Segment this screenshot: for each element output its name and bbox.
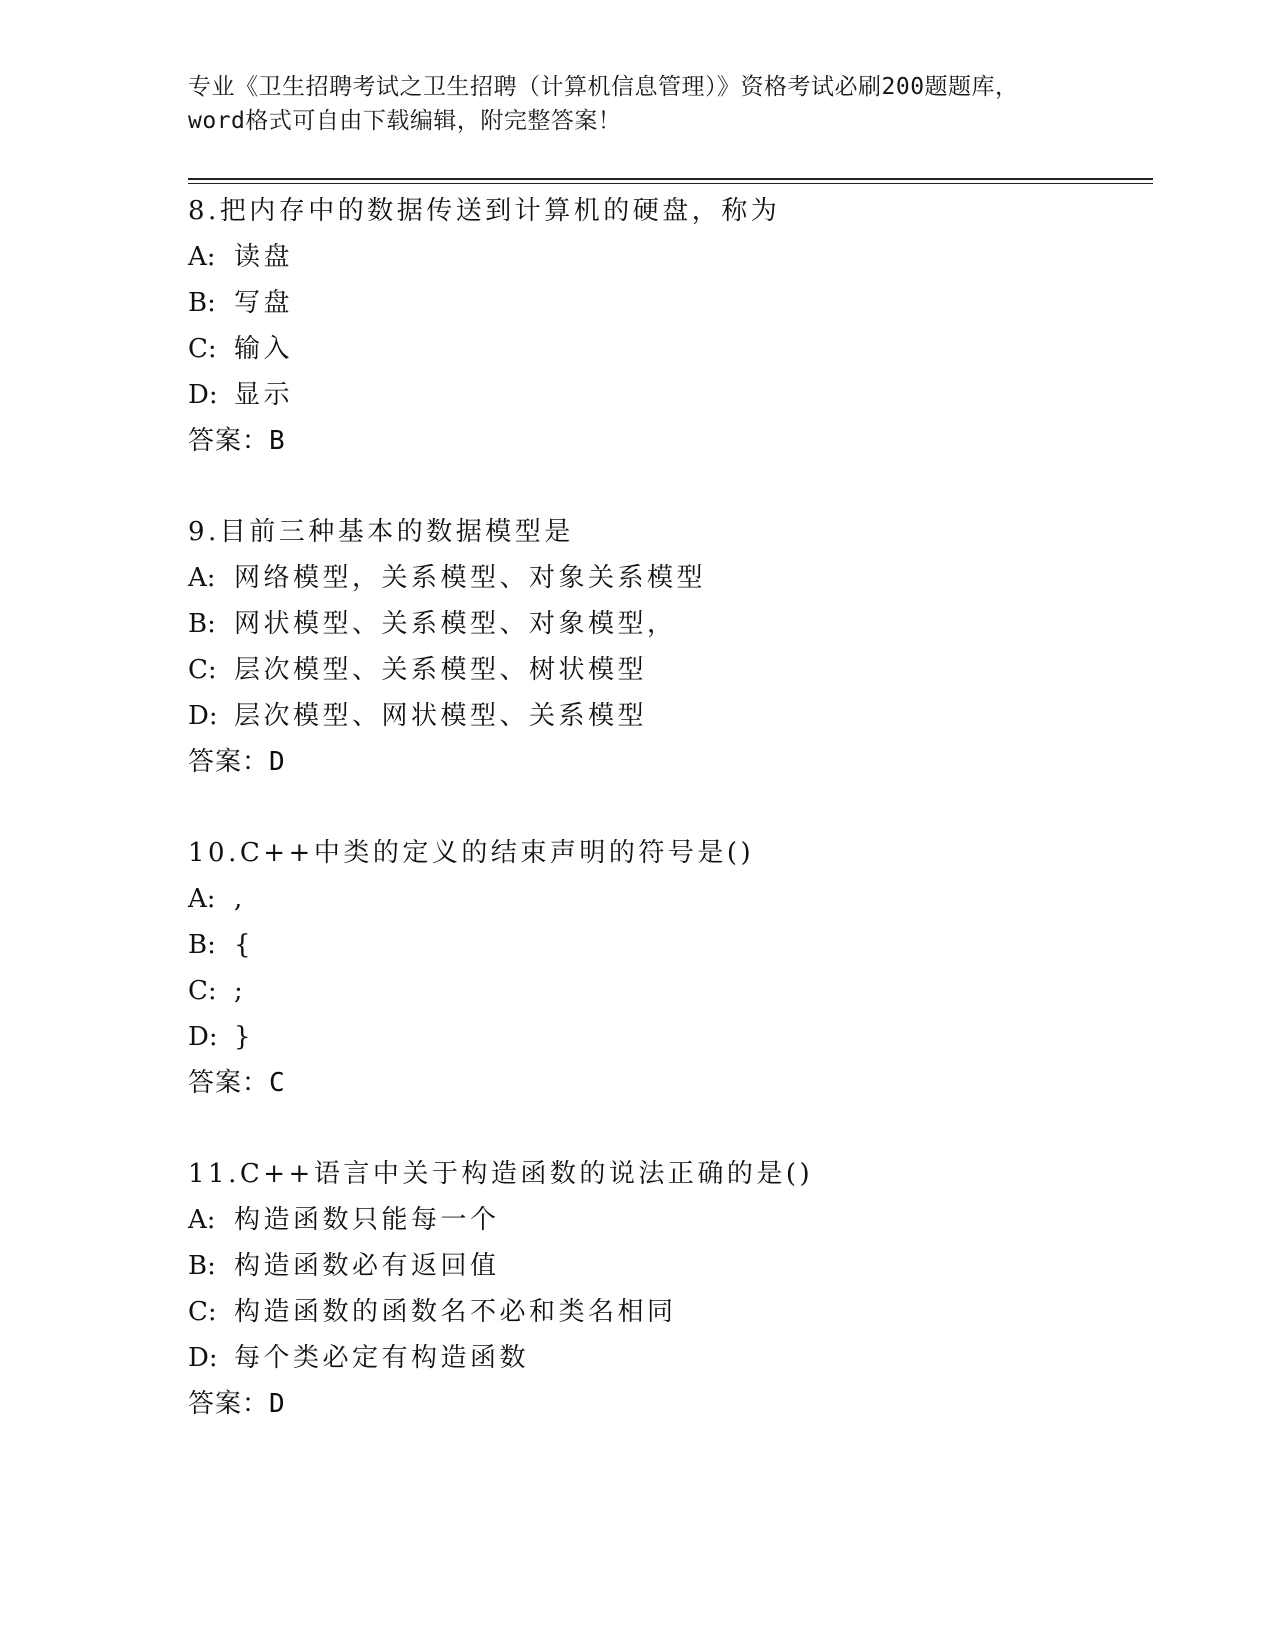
option-b <box>188 922 1148 968</box>
option-a <box>188 1197 1148 1243</box>
option-label: C: <box>188 655 217 685</box>
question-title: 9.目前三种基本的数据模型是 <box>188 517 574 547</box>
answer-text: 答案：D <box>188 747 286 777</box>
question-10 <box>188 830 1148 1106</box>
option-text: 构造函数只能每一个 <box>234 1205 500 1235</box>
question-list <box>188 188 1148 1472</box>
option-text: 层次模型、网状模型、关系模型 <box>234 701 648 731</box>
option-b <box>188 1243 1148 1289</box>
option-c <box>188 968 1148 1014</box>
question-title: 8.把内存中的数据传送到计算机的硬盘，称为 <box>188 196 781 226</box>
header-line-1: 专业《卫生招聘考试之卫生招聘（计算机信息管理）》资格考试必刷200题题库， <box>188 74 1019 100</box>
header-line-2: word格式可自由下载编辑，附完整答案！ <box>188 108 622 134</box>
option-label: C: <box>188 334 217 364</box>
option-text: } <box>234 1022 255 1052</box>
option-label: C: <box>188 1297 217 1327</box>
question-8 <box>188 188 1148 464</box>
option-label: C: <box>188 976 217 1006</box>
option-text: 显示 <box>234 380 294 410</box>
question-9 <box>188 509 1148 785</box>
question-11 <box>188 1151 1148 1427</box>
option-c <box>188 326 1148 372</box>
option-text: 网络模型，关系模型、对象关系模型 <box>234 563 707 593</box>
document-header <box>188 70 1088 138</box>
option-text: 构造函数必有返回值 <box>234 1251 500 1281</box>
option-label: B: <box>188 930 216 960</box>
option-text: 读盘 <box>234 242 294 272</box>
option-a <box>188 555 1148 601</box>
option-label: A: <box>188 884 216 914</box>
option-text: 每个类必定有构造函数 <box>234 1343 530 1373</box>
option-text: 写盘 <box>234 288 294 318</box>
option-text: ; <box>234 976 247 1006</box>
option-label: D: <box>188 1022 218 1052</box>
option-label: B: <box>188 1251 216 1281</box>
option-label: A: <box>188 563 216 593</box>
answer-text: 答案：B <box>188 426 286 456</box>
option-label: D: <box>188 380 218 410</box>
option-b <box>188 280 1148 326</box>
header-divider-thin <box>188 183 1153 184</box>
option-a <box>188 234 1148 280</box>
option-label: A: <box>188 242 216 272</box>
header-divider-thick <box>188 178 1153 180</box>
option-text: 层次模型、关系模型、树状模型 <box>234 655 648 685</box>
option-label: B: <box>188 288 216 318</box>
answer-text: 答案：D <box>188 1389 286 1419</box>
option-text: 构造函数的函数名不必和类名相同 <box>234 1297 677 1327</box>
option-label: B: <box>188 609 216 639</box>
option-b <box>188 601 1148 647</box>
option-d <box>188 372 1148 418</box>
answer-text: 答案：C <box>188 1068 286 1098</box>
option-c <box>188 1289 1148 1335</box>
option-text: 输入 <box>234 334 294 364</box>
option-label: A: <box>188 1205 216 1235</box>
option-c <box>188 647 1148 693</box>
option-label: D: <box>188 1343 218 1373</box>
option-d <box>188 1335 1148 1381</box>
question-title: 10.C++中类的定义的结束声明的符号是() <box>188 838 755 868</box>
question-title: 11.C++语言中关于构造函数的说法正确的是() <box>188 1159 814 1189</box>
option-d <box>188 1014 1148 1060</box>
option-label: D: <box>188 701 218 731</box>
option-text: 网状模型、关系模型、对象模型， <box>234 609 677 639</box>
option-d <box>188 693 1148 739</box>
option-a <box>188 876 1148 922</box>
option-text: { <box>234 930 255 960</box>
option-text: , <box>234 884 246 914</box>
